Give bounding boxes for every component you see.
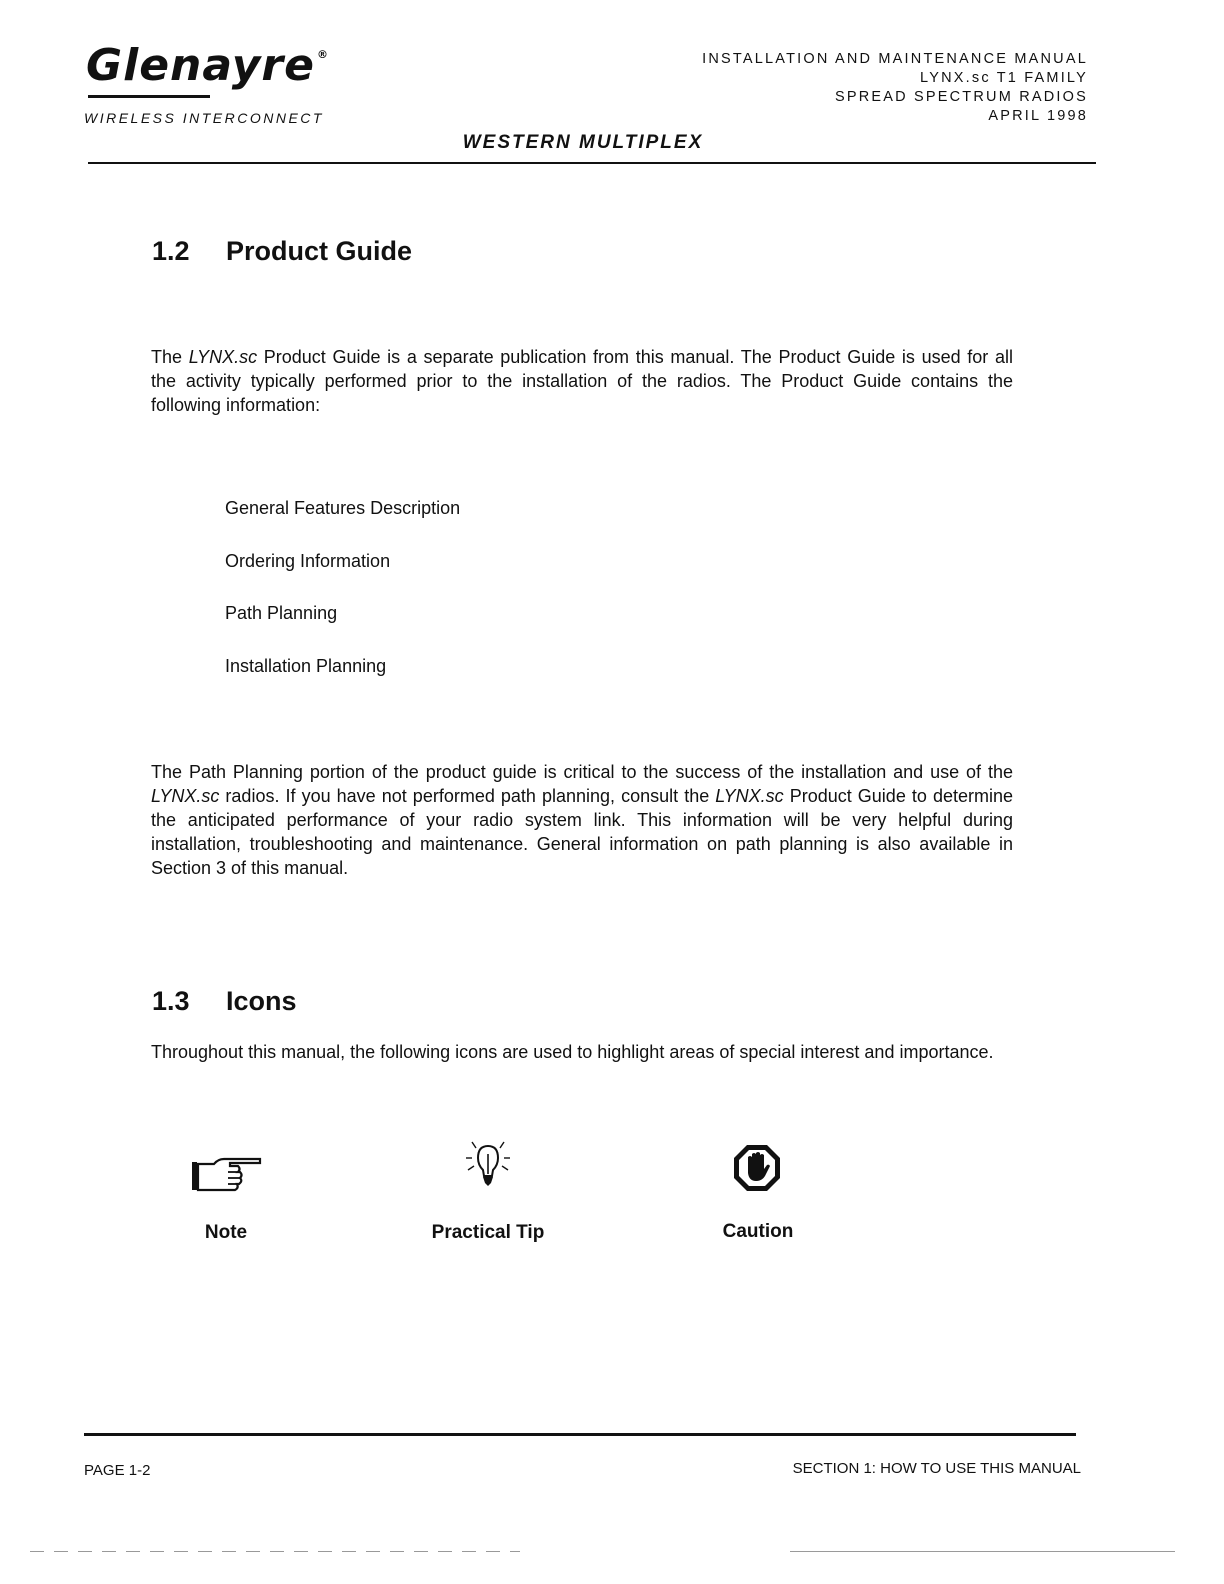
tip-label: Practical Tip <box>431 1222 545 1243</box>
product-guide-intro: The LYNX.sc Product Guide is a separate publication from this manual. The Product Guide is used for all the activity typically performed prior to the installation of the radios. The Product Guide contains the following information: <box>151 347 1013 415</box>
section-footer: SECTION 1: HOW TO USE THIS MANUAL <box>792 1460 1081 1477</box>
scan-artifact <box>790 1551 1175 1552</box>
stop-hand-icon <box>732 1143 782 1193</box>
section-number: 1.2 <box>152 236 190 266</box>
list-item: Path Planning <box>225 603 338 623</box>
list-item: Ordering Information <box>225 550 391 571</box>
caution-label: Caution <box>722 1221 794 1242</box>
logo-subtitle: WIRELESS INTERCONNECT <box>84 110 324 126</box>
page-number: PAGE 1-2 <box>84 1462 151 1479</box>
manual-date: APRIL 1998 <box>988 108 1088 124</box>
company-name: WESTERN MULTIPLEX <box>462 132 704 153</box>
product-type: SPREAD SPECTRUM RADIOS <box>834 89 1088 105</box>
product-family: LYNX.sc T1 FAMILY <box>920 70 1088 86</box>
section-heading-1-3 <box>152 986 297 1017</box>
product-guide-contents <box>225 495 460 705</box>
company-logo: Glenayre ® <box>86 40 329 91</box>
icons-intro: Throughout this manual, the following icons are used to highlight areas of special interest and importance. <box>151 1042 994 1062</box>
section-title: Icons <box>226 986 297 1016</box>
list-item: Installation Planning <box>225 655 387 676</box>
path-planning-paragraph: The Path Planning portion of the product guide is critical to the success of the installation and use of the LYNX.sc radios. If you have not performed path planning, consult the LYNX.sc Product Guide to determine the anticipated performance of your radio system link. This information will be very helpful during installation, troubleshooting and maintenance. General information on path planning is also available in Section 3 of this manual. <box>151 762 1013 878</box>
lightbulb-icon <box>458 1136 518 1192</box>
scan-artifact <box>30 1551 520 1552</box>
header-divider <box>88 162 1096 164</box>
section-number: 1.3 <box>152 986 190 1016</box>
section-title: Product Guide <box>226 236 413 266</box>
list-item: General Features Description <box>225 498 461 518</box>
pointing-hand-icon <box>188 1150 264 1194</box>
registered-mark: ® <box>316 48 329 61</box>
caution-icon-group <box>730 1143 784 1198</box>
logo-underline <box>88 95 210 98</box>
tip-icon-group <box>458 1136 518 1197</box>
manual-title: INSTALLATION AND MAINTENANCE MANUAL <box>702 51 1088 67</box>
note-label: Note <box>204 1222 248 1243</box>
manual-info <box>702 50 1088 126</box>
footer-divider <box>84 1433 1076 1436</box>
section-heading-1-2 <box>152 236 412 267</box>
note-icon-group <box>186 1150 266 1199</box>
